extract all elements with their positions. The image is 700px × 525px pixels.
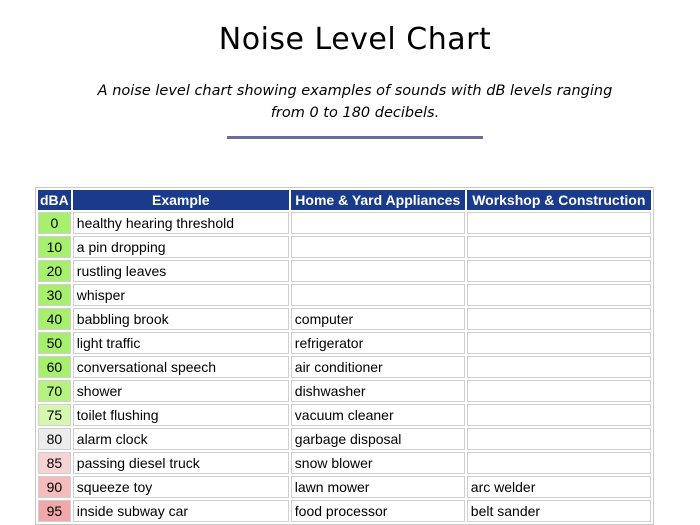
table-row xyxy=(38,428,651,450)
example-cell: conversational speech xyxy=(73,356,289,378)
example-cell: babbling brook xyxy=(73,308,289,330)
table-row xyxy=(38,260,651,282)
dba-cell: 70 xyxy=(38,380,71,402)
workshop-cell xyxy=(467,236,651,258)
table-row xyxy=(38,308,651,330)
dba-cell: 85 xyxy=(38,452,71,474)
title-divider xyxy=(227,136,483,139)
table-row xyxy=(38,212,651,234)
noise-level-table xyxy=(35,187,654,525)
home-yard-cell: air conditioner xyxy=(291,356,465,378)
example-cell: squeeze toy xyxy=(73,476,289,498)
example-cell: healthy hearing threshold xyxy=(73,212,289,234)
table-row xyxy=(38,284,651,306)
workshop-cell xyxy=(467,332,651,354)
table-body xyxy=(38,212,651,522)
dba-cell: 60 xyxy=(38,356,71,378)
table-row xyxy=(38,356,651,378)
workshop-cell: arc welder xyxy=(467,476,651,498)
page-title: Noise Level Chart xyxy=(218,22,492,57)
workshop-cell xyxy=(467,380,651,402)
table-row xyxy=(38,452,651,474)
table-row xyxy=(38,476,651,498)
dba-cell: 40 xyxy=(38,308,71,330)
workshop-cell xyxy=(467,404,651,426)
subtitle-line-1: A noise level chart showing examples of sounds with dB levels ranging xyxy=(97,83,613,99)
workshop-cell xyxy=(467,284,651,306)
home-yard-cell: snow blower xyxy=(291,452,465,474)
example-cell: inside subway car xyxy=(73,500,289,522)
table-row xyxy=(38,332,651,354)
workshop-cell xyxy=(467,428,651,450)
header-example: Example xyxy=(73,190,289,210)
dba-cell: 30 xyxy=(38,284,71,306)
dba-cell: 0 xyxy=(38,212,71,234)
home-yard-cell: garbage disposal xyxy=(291,428,465,450)
home-yard-cell: dishwasher xyxy=(291,380,465,402)
header-dba: dBA xyxy=(40,192,69,208)
dba-cell: 50 xyxy=(38,332,71,354)
home-yard-cell: food processor xyxy=(291,500,465,522)
subtitle-line-2: from 0 to 180 decibels. xyxy=(270,105,440,121)
workshop-cell xyxy=(467,260,651,282)
dba-cell: 90 xyxy=(38,476,71,498)
workshop-cell xyxy=(467,212,651,234)
home-yard-cell xyxy=(291,236,465,258)
home-yard-cell xyxy=(291,212,465,234)
example-cell: shower xyxy=(73,380,289,402)
page-subtitle xyxy=(90,80,620,124)
workshop-cell xyxy=(467,452,651,474)
header-workshop: Workshop & Construction xyxy=(467,190,651,210)
home-yard-cell: vacuum cleaner xyxy=(291,404,465,426)
dba-cell: 80 xyxy=(38,428,71,450)
dba-cell: 10 xyxy=(38,236,71,258)
home-yard-cell: lawn mower xyxy=(291,476,465,498)
example-cell: passing diesel truck xyxy=(73,452,289,474)
home-yard-cell: refrigerator xyxy=(291,332,465,354)
table-row xyxy=(38,380,651,402)
dba-cell: 75 xyxy=(38,404,71,426)
home-yard-cell xyxy=(291,260,465,282)
example-cell: rustling leaves xyxy=(73,260,289,282)
example-cell: alarm clock xyxy=(73,428,289,450)
table-row xyxy=(38,500,651,522)
table-header-row xyxy=(38,190,651,210)
home-yard-cell: computer xyxy=(291,308,465,330)
example-cell: toilet flushing xyxy=(73,404,289,426)
example-cell: light traffic xyxy=(73,332,289,354)
example-cell: a pin dropping xyxy=(73,236,289,258)
dba-cell: 95 xyxy=(38,500,71,522)
home-yard-cell xyxy=(291,284,465,306)
table-row xyxy=(38,404,651,426)
table-row xyxy=(38,236,651,258)
workshop-cell xyxy=(467,356,651,378)
dba-cell: 20 xyxy=(38,260,71,282)
example-cell: whisper xyxy=(73,284,289,306)
workshop-cell xyxy=(467,308,651,330)
header-home-yard: Home & Yard Appliances xyxy=(291,190,465,210)
workshop-cell: belt sander xyxy=(467,500,651,522)
